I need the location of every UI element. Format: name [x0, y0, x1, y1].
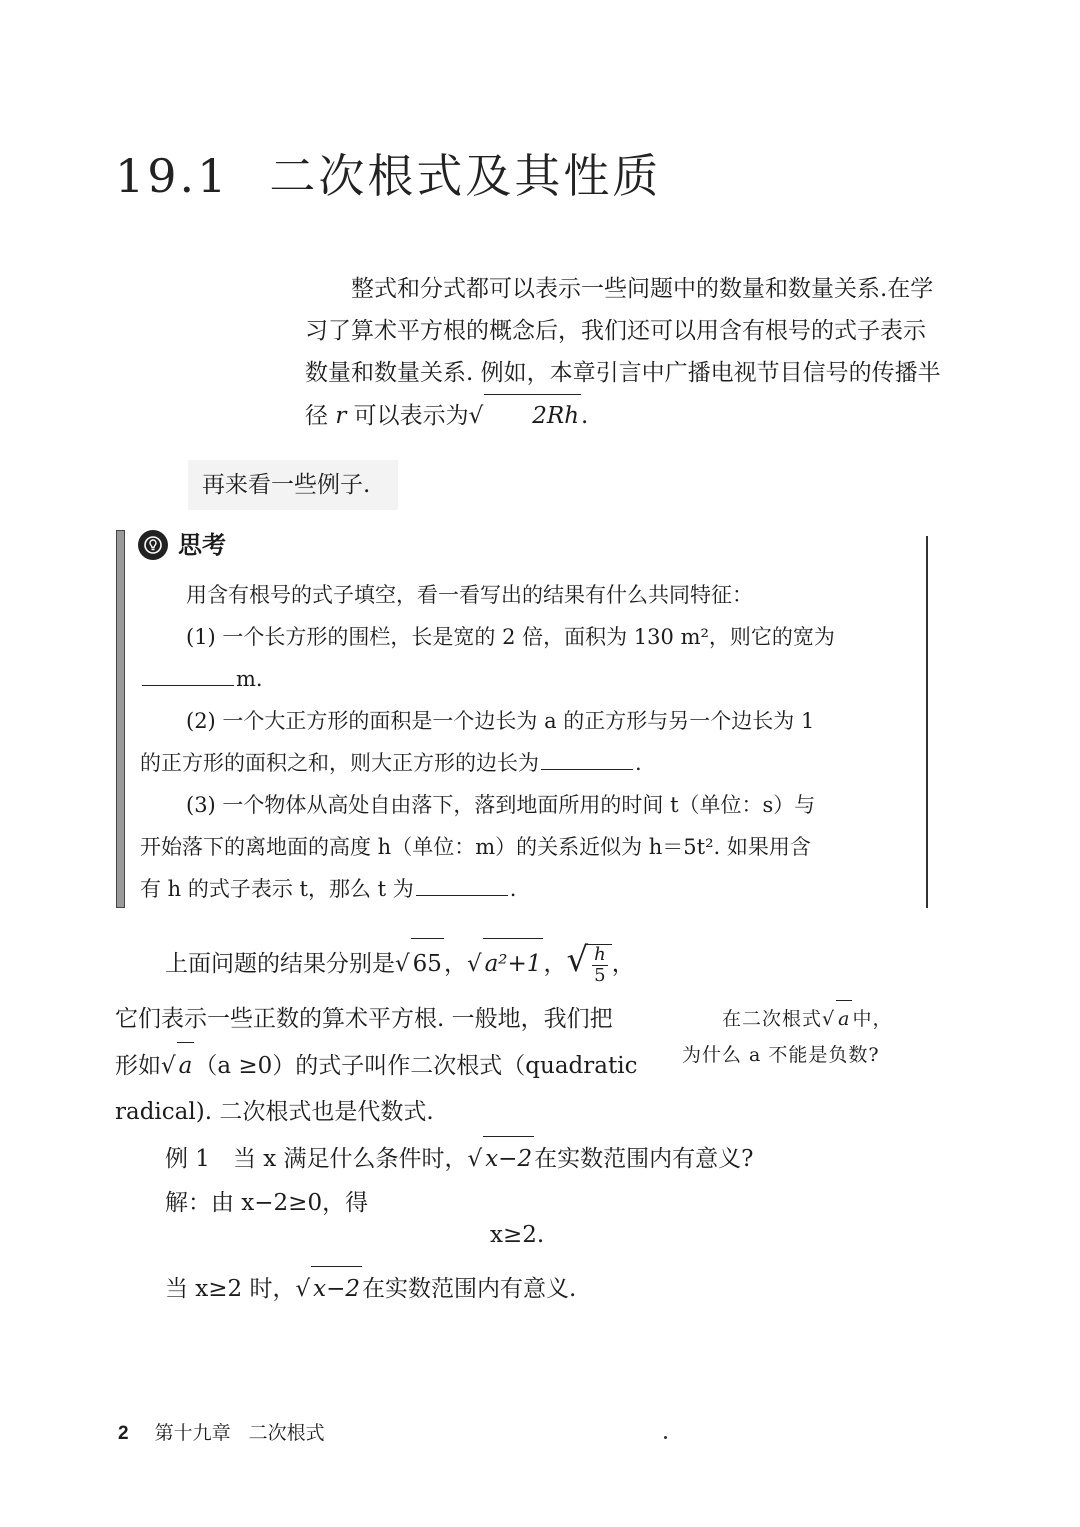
example-solution: 解：由 x−2≥0，得 — [165, 1190, 369, 1216]
think-heading — [138, 526, 226, 564]
results-lead: 上面问题的结果分别是 — [165, 951, 395, 977]
q2-end: . — [635, 751, 642, 775]
question-2: (2) 一个大正方形的面积是一个边长为 a 的正方形与另一个边长为 1 — [186, 709, 815, 733]
answer-blank-2[interactable] — [541, 743, 633, 770]
answer-blank-1[interactable] — [142, 659, 234, 686]
radical-h-over-5 — [588, 944, 612, 986]
think-left-bar — [116, 530, 125, 908]
radical-2Rh: 2Rh — [484, 394, 581, 437]
question-3-end: 有 h 的式子表示 t，那么 t 为 — [140, 877, 414, 901]
conclusion-b: 在实数范围内有意义. — [362, 1276, 577, 1302]
frac-numerator: h — [594, 944, 606, 965]
chapter-title: 二次根式 — [248, 1423, 325, 1444]
var-r: r — [335, 403, 347, 429]
examples-prompt: 再来看一些例子. — [188, 460, 398, 510]
radical-a: a — [177, 1042, 195, 1089]
margin-note: 在二次根式√ a 中， 为什么 a 不能是负数? — [682, 1000, 932, 1073]
think-label: 思考 — [178, 530, 226, 559]
q1-unit: m. — [236, 667, 263, 691]
solution-result: x≥2. — [490, 1222, 545, 1248]
frac-denominator: 5 — [594, 965, 606, 986]
question-3: (3) 一个物体从高处自由落下，落到地面所用的时间 t（单位：s）与 — [186, 793, 816, 817]
question-1: (1) 一个长方形的围栏，长是宽的 2 倍，面积为 130 m²，则它的宽为 — [186, 625, 835, 649]
note-radical-a: a — [836, 1000, 852, 1037]
note-line-1b: 中， — [852, 1008, 893, 1030]
page-footer — [118, 1418, 325, 1445]
example-1: 例 1 当 x 满足什么条件时，√ x−2在实数范围内有意义? 解：由 x−2≥0，得 — [165, 1136, 925, 1225]
intro-text: 整式和分式都可以表示一些问题中的数量和数量关系.在学习了算术平方根的概念后，我们还可以用含有根号的式子表示数量和数量关系. 例如，本章引言中广播电视节目信号的传播半径 — [305, 276, 941, 429]
sep-2: ， — [543, 951, 567, 977]
radical-x-minus-2: x−2 — [483, 1136, 534, 1181]
example-question: 例 1 当 x 满足什么条件时， — [165, 1146, 468, 1172]
example-conclusion: 当 x≥2 时，√ x−2在实数范围内有意义. — [165, 1266, 576, 1311]
section-number: 19.1 — [115, 149, 230, 203]
conclusion-a: 当 x≥2 时， — [165, 1276, 296, 1302]
note-line-1a: 在二次根式 — [722, 1008, 823, 1030]
def-line-2a: 形如 — [115, 1053, 161, 1079]
note-line-2: 为什么 a 不能是负数? — [682, 1044, 880, 1066]
sep-1: ， — [443, 951, 467, 977]
intro-paragraph: 整式和分式都可以表示一些问题中的数量和数量关系.在学习了算术平方根的概念后，我们还可以用含有根号的式子表示数量和数量关系. 例如，本章引言中广播电视节目信号的传播半径 r 可以表示为√ 2Rh. — [305, 268, 945, 437]
radical-a2-plus-1: a²+1 — [483, 938, 544, 989]
intro-end: . — [581, 403, 589, 429]
answer-blank-3[interactable] — [416, 869, 508, 896]
think-lead: 用含有根号的式子填空，看一看写出的结果有什么共同特征： — [186, 583, 753, 607]
chapter-number: 第十九章 — [154, 1423, 231, 1444]
def-line-3: radical). 二次根式也是代数式. — [115, 1099, 434, 1125]
page-number: 2 — [118, 1423, 129, 1444]
section-title — [115, 140, 661, 206]
question-2-cont: 的正方形的面积之和，则大正方形的边长为 — [140, 751, 539, 775]
def-line-1: 它们表示一些正数的算术平方根. 一般地，我们把 — [115, 1006, 613, 1032]
lightbulb-icon — [138, 530, 168, 560]
radical-65: 65 — [411, 938, 444, 989]
example-question-end: 在实数范围内有意义? — [534, 1146, 754, 1172]
def-line-2b: （a ≥0）的式子叫作二次根式（quadratic — [194, 1053, 638, 1079]
conclusion-radical: x−2 — [311, 1266, 362, 1311]
results-line: 上面问题的结果分别是√ 65，√ a²+1，√ $\frac{h}{5}$ ， — [165, 935, 635, 989]
section-name: 二次根式及其性质 — [269, 149, 662, 203]
question-3-cont: 开始落下的离地面的高度 h（单位：m）的关系近似为 h＝5t². 如果用含 — [140, 835, 811, 859]
sep-3: ， — [611, 951, 635, 977]
intro-text-2: 可以表示为 — [353, 403, 469, 429]
definition-paragraph: 它们表示一些正数的算术平方根. 一般地，我们把 形如√ a（a ≥0）的式子叫作二次根式（quadratic radical). 二次根式也是代数式. — [115, 996, 655, 1135]
think-right-bar — [926, 536, 928, 908]
think-content — [140, 574, 910, 910]
q3-end: . — [509, 877, 517, 901]
scan-dot — [664, 1436, 667, 1439]
